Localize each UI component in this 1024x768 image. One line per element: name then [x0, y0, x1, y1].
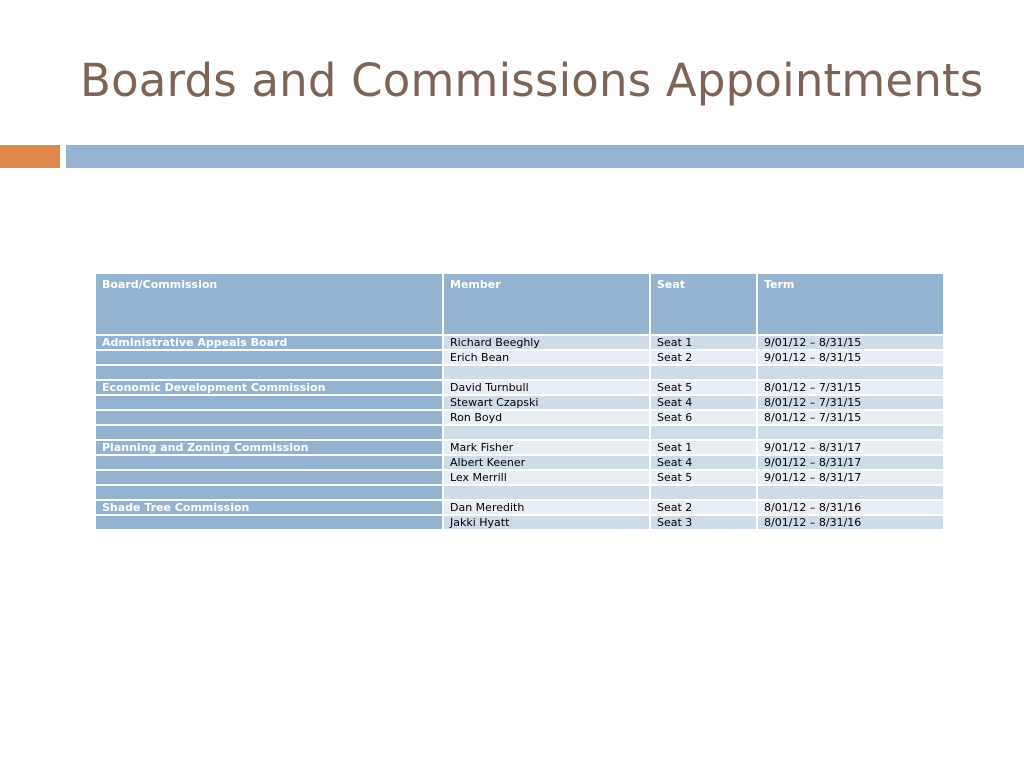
cell-seat: Seat 6	[650, 410, 757, 425]
cell-term	[757, 425, 944, 440]
cell-term: 9/01/12 – 8/31/17	[757, 440, 944, 455]
table-row	[95, 410, 944, 425]
cell-seat: Seat 2	[650, 350, 757, 365]
cell-board	[95, 425, 443, 440]
cell-seat: Seat 3	[650, 515, 757, 530]
cell-member: Stewart Czapski	[443, 395, 650, 410]
cell-member	[443, 425, 650, 440]
cell-member: Dan Meredith	[443, 500, 650, 515]
table-row	[95, 425, 944, 440]
cell-seat: Seat 1	[650, 440, 757, 455]
table-row	[95, 440, 944, 455]
cell-term: 8/01/12 – 8/31/16	[757, 515, 944, 530]
cell-board	[95, 515, 443, 530]
cell-member: Lex Merrill	[443, 470, 650, 485]
cell-member: Ron Boyd	[443, 410, 650, 425]
table-row	[95, 380, 944, 395]
table-row	[95, 395, 944, 410]
cell-seat	[650, 485, 757, 500]
cell-member	[443, 485, 650, 500]
cell-board	[95, 485, 443, 500]
header-member: Member	[443, 273, 650, 335]
header-term: Term	[757, 273, 944, 335]
cell-member: Jakki Hyatt	[443, 515, 650, 530]
table-row	[95, 365, 944, 380]
cell-term	[757, 485, 944, 500]
cell-seat: Seat 5	[650, 470, 757, 485]
cell-board	[95, 410, 443, 425]
cell-board	[95, 350, 443, 365]
cell-member: Erich Bean	[443, 350, 650, 365]
table-row	[95, 500, 944, 515]
cell-member: Richard Beeghly	[443, 335, 650, 350]
cell-term	[757, 365, 944, 380]
cell-board: Economic Development Commission	[95, 380, 443, 395]
cell-term: 9/01/12 – 8/31/15	[757, 350, 944, 365]
cell-term: 8/01/12 – 7/31/15	[757, 395, 944, 410]
accent-bar-blue	[66, 145, 1024, 168]
cell-member: David Turnbull	[443, 380, 650, 395]
appointments-table	[94, 272, 945, 531]
cell-member: Albert Keener	[443, 455, 650, 470]
cell-term: 9/01/12 – 8/31/15	[757, 335, 944, 350]
table-row	[95, 455, 944, 470]
table-body	[95, 335, 944, 530]
table-row	[95, 470, 944, 485]
cell-seat: Seat 4	[650, 455, 757, 470]
table-row	[95, 515, 944, 530]
cell-seat	[650, 365, 757, 380]
table-header	[95, 273, 944, 335]
cell-term: 9/01/12 – 8/31/17	[757, 470, 944, 485]
table-row	[95, 485, 944, 500]
cell-term: 9/01/12 – 8/31/17	[757, 455, 944, 470]
table-row	[95, 335, 944, 350]
cell-seat: Seat 5	[650, 380, 757, 395]
cell-board: Administrative Appeals Board	[95, 335, 443, 350]
cell-board	[95, 365, 443, 380]
cell-seat: Seat 4	[650, 395, 757, 410]
cell-term: 8/01/12 – 7/31/15	[757, 410, 944, 425]
cell-board: Planning and Zoning Commission	[95, 440, 443, 455]
cell-member: Mark Fisher	[443, 440, 650, 455]
cell-board	[95, 455, 443, 470]
header-row	[95, 273, 944, 335]
cell-term: 8/01/12 – 7/31/15	[757, 380, 944, 395]
cell-seat	[650, 425, 757, 440]
cell-member	[443, 365, 650, 380]
cell-board	[95, 395, 443, 410]
table-row	[95, 350, 944, 365]
cell-seat: Seat 1	[650, 335, 757, 350]
accent-bar-orange	[0, 145, 60, 168]
cell-board	[95, 470, 443, 485]
cell-term: 8/01/12 – 8/31/16	[757, 500, 944, 515]
header-seat: Seat	[650, 273, 757, 335]
header-board-commission: Board/Commission	[95, 273, 443, 335]
cell-seat: Seat 2	[650, 500, 757, 515]
cell-board: Shade Tree Commission	[95, 500, 443, 515]
slide-title: Boards and Commissions Appointments	[80, 54, 984, 107]
